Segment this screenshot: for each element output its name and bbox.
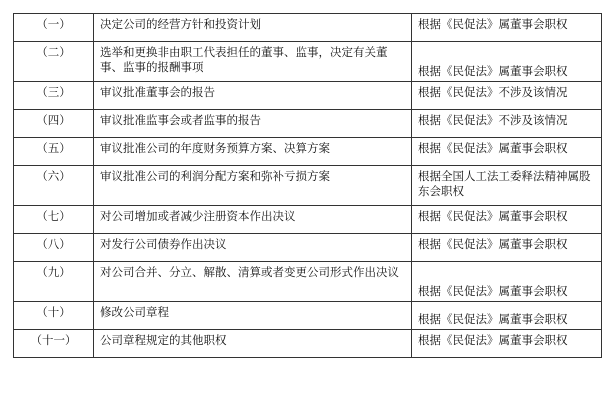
power-item: 对发行公司债券作出决议 <box>94 234 412 262</box>
table-row <box>14 110 602 138</box>
legal-basis: 根据全国人工法工委释法精神属股东会职权 <box>412 166 602 206</box>
power-item: 审议批准公司的年度财务预算方案、决算方案 <box>94 138 412 166</box>
power-item: 审议批准公司的利润分配方案和弥补亏损方案 <box>94 166 412 206</box>
legal-basis: 根据《民促法》属董事会职权 <box>412 302 602 330</box>
power-item: 审议批准董事会的报告 <box>94 82 412 110</box>
row-number: （八） <box>14 234 94 262</box>
table-row <box>14 302 602 330</box>
power-item: 审议批准监事会或者监事的报告 <box>94 110 412 138</box>
legal-basis: 根据《民促法》属董事会职权 <box>412 42 602 82</box>
power-item: 对公司合并、分立、解散、清算或者变更公司形式作出决议 <box>94 262 412 302</box>
row-number: （三） <box>14 82 94 110</box>
row-number: （五） <box>14 138 94 166</box>
legal-basis: 根据《民促法》属董事会职权 <box>412 234 602 262</box>
legal-basis: 根据《民促法》属董事会职权 <box>412 14 602 42</box>
row-number: （九） <box>14 262 94 302</box>
table-row <box>14 82 602 110</box>
table-row <box>14 166 602 206</box>
table-row <box>14 262 602 302</box>
table-row <box>14 138 602 166</box>
table-row <box>14 14 602 42</box>
table-row <box>14 206 602 234</box>
legal-basis: 根据《民促法》不涉及该情况 <box>412 110 602 138</box>
legal-basis: 根据《民促法》不涉及该情况 <box>412 82 602 110</box>
table-row <box>14 330 602 358</box>
row-number: （四） <box>14 110 94 138</box>
table-row <box>14 42 602 82</box>
legal-basis: 根据《民促法》属董事会职权 <box>412 330 602 358</box>
row-number: （十一） <box>14 330 94 358</box>
legal-basis: 根据《民促法》属董事会职权 <box>412 138 602 166</box>
row-number: （六） <box>14 166 94 206</box>
power-item: 公司章程规定的其他职权 <box>94 330 412 358</box>
power-item: 决定公司的经营方针和投资计划 <box>94 14 412 42</box>
power-item: 对公司增加或者减少注册资本作出决议 <box>94 206 412 234</box>
shareholder-powers-table <box>13 13 602 358</box>
row-number: （二） <box>14 42 94 82</box>
power-item: 修改公司章程 <box>94 302 412 330</box>
table-row <box>14 234 602 262</box>
power-item: 选举和更换非由职工代表担任的董事、监事，决定有关董事、监事的报酬事项 <box>94 42 412 82</box>
row-number: （一） <box>14 14 94 42</box>
legal-basis: 根据《民促法》属董事会职权 <box>412 262 602 302</box>
row-number: （十） <box>14 302 94 330</box>
legal-basis: 根据《民促法》属董事会职权 <box>412 206 602 234</box>
row-number: （七） <box>14 206 94 234</box>
